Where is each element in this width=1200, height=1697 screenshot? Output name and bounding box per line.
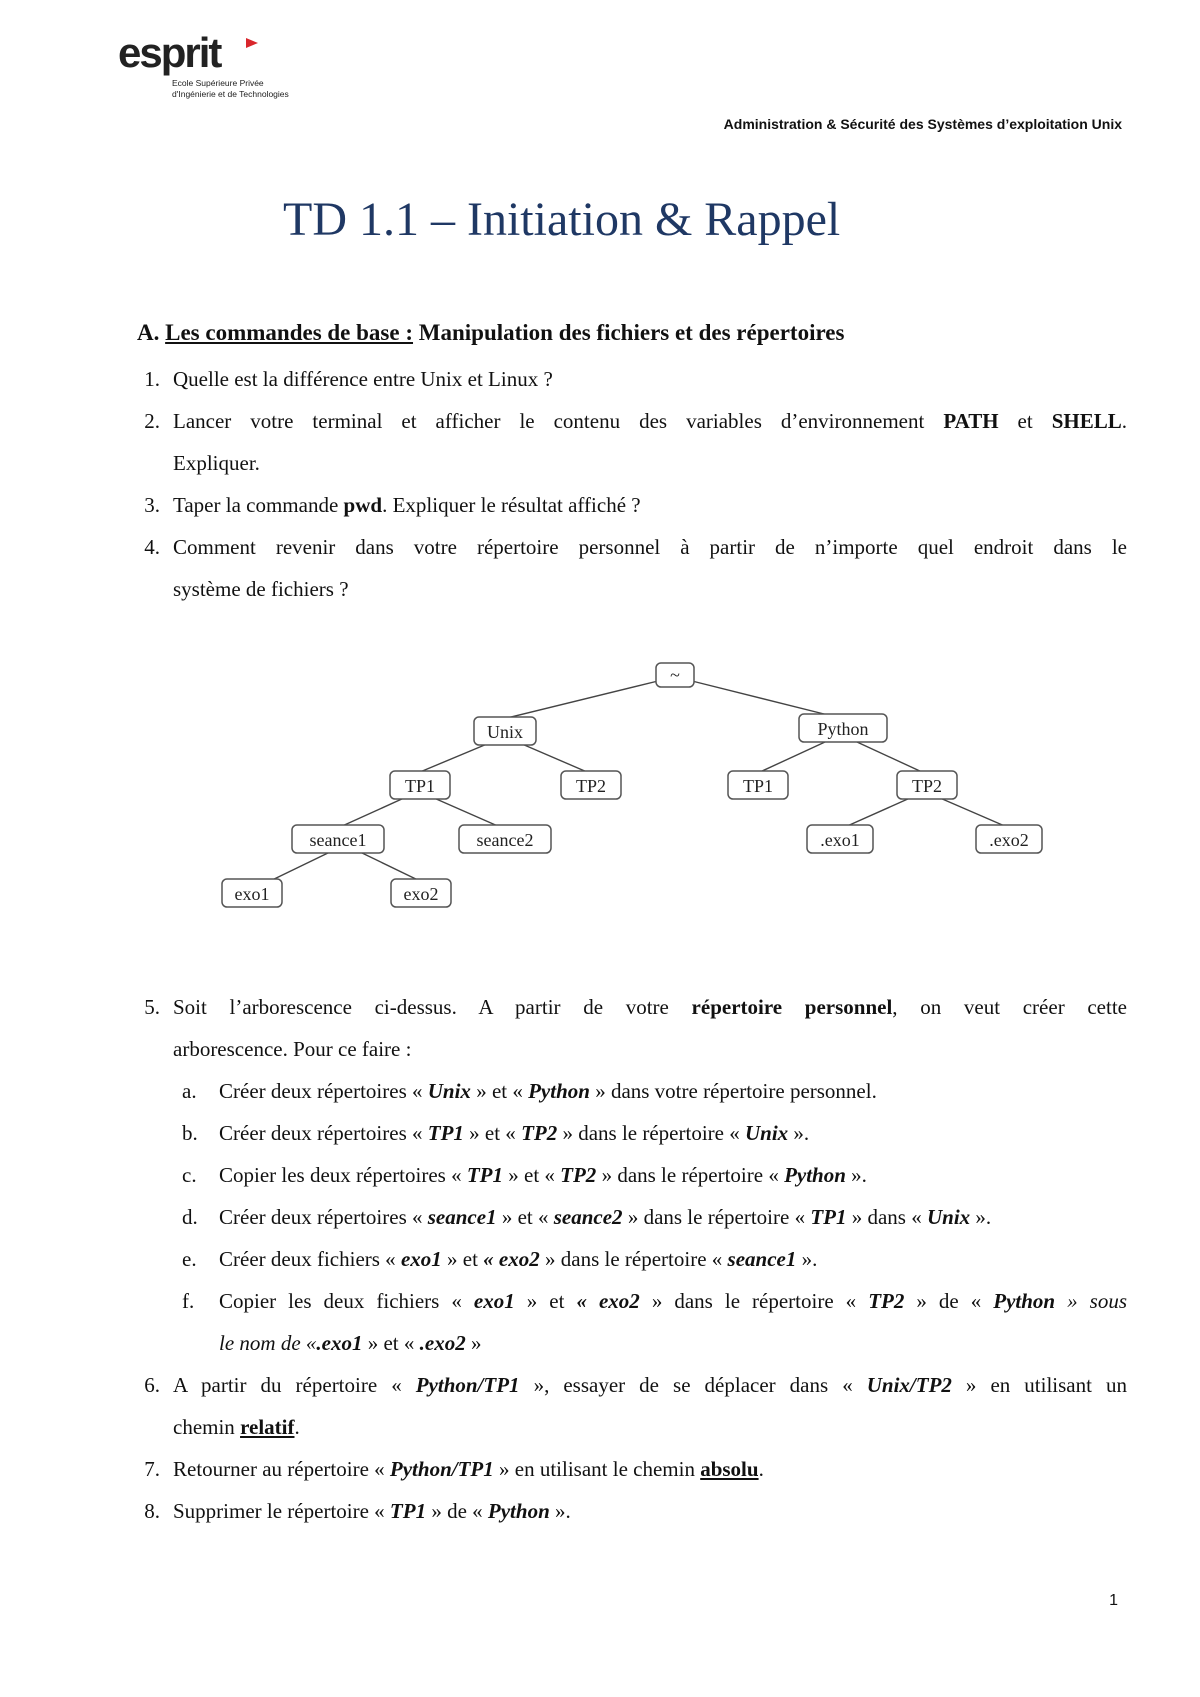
dir-name: Unix <box>427 1079 471 1103</box>
tree-node-root <box>656 663 694 687</box>
text-run: », essayer de se déplacer dans « <box>519 1373 867 1397</box>
dir-name: TP1 <box>810 1205 847 1229</box>
sub-letter: b. <box>182 1121 198 1145</box>
question-number: 6. <box>144 1373 160 1397</box>
edge-unix-tp2 <box>522 744 587 772</box>
node-label: TP1 <box>404 776 436 796</box>
tree-node-python-tp2 <box>897 771 957 799</box>
dir-name: TP1 <box>427 1121 464 1145</box>
path-name: Python/TP1 <box>389 1457 494 1481</box>
question-text-line2: arborescence. Pour ce faire : <box>173 1037 412 1061</box>
text-run: , on veut créer cette <box>892 995 1127 1019</box>
text-run: » sous <box>1055 1289 1127 1313</box>
section-heading-rest: Manipulation des fichiers et des répertoires <box>413 320 845 345</box>
text-run: » dans « <box>846 1205 927 1229</box>
node-label: Unix <box>487 722 523 742</box>
text-run: ». <box>788 1121 810 1145</box>
sub-text <box>219 1154 867 1196</box>
bold-term: répertoire personnel <box>691 995 893 1019</box>
text-run: ». <box>845 1163 867 1187</box>
edge-python-tp1 <box>760 742 825 772</box>
text-run: » dans le répertoire « <box>539 1247 728 1271</box>
question-number: 2. <box>144 409 160 433</box>
tree-node-unix-tp1 <box>390 771 450 799</box>
question-number: 8. <box>144 1499 160 1523</box>
edge-tp1-seance1 <box>340 798 404 827</box>
sub-text-line2 <box>219 1322 481 1364</box>
section-heading-underlined: Les commandes de base : <box>165 320 414 345</box>
keyword-relatif: relatif <box>240 1415 295 1439</box>
sub-text <box>219 1112 809 1154</box>
dir-name: Unix <box>926 1205 971 1229</box>
edge-tp2-hexo2 <box>940 798 1007 827</box>
dir-name: TP1 <box>466 1163 503 1187</box>
tree-node-exo1 <box>222 879 282 907</box>
file-name: .exo1 <box>316 1331 363 1355</box>
command-pwd: pwd <box>343 493 383 517</box>
text-run: » de « <box>426 1499 488 1523</box>
dir-name: Python <box>993 1289 1056 1313</box>
question-text-line2: Expliquer. <box>173 451 260 475</box>
env-var-shell: SHELL <box>1051 409 1122 433</box>
text-run: ». <box>549 1499 571 1523</box>
edge-root-unix <box>507 681 658 718</box>
edge-tp2-hexo1 <box>845 798 910 827</box>
sub-letter: e. <box>182 1247 197 1271</box>
edge-unix-tp1 <box>420 744 487 772</box>
text-run: Copier les deux répertoires « <box>219 1163 467 1187</box>
file-name: « exo2 <box>483 1247 540 1271</box>
text-run: » et <box>514 1289 577 1313</box>
sub-letter: a. <box>182 1079 197 1103</box>
text-run: » et <box>441 1247 484 1271</box>
text-run: » et « <box>463 1121 522 1145</box>
text-run: Créer deux fichiers « <box>219 1247 401 1271</box>
section-letter: A. <box>137 320 160 345</box>
path-name: Python/TP1 <box>415 1373 520 1397</box>
question-text-line2 <box>173 1406 300 1448</box>
text-run: » en utilisant un <box>951 1373 1127 1397</box>
file-name: exo1 <box>400 1247 442 1271</box>
node-label: .exo1 <box>820 830 860 850</box>
text-run: . <box>1121 409 1127 433</box>
question-6 <box>130 1364 1127 1448</box>
text-run: Taper la commande <box>173 493 344 517</box>
text-run: . Expliquer le résultat affiché ? <box>382 493 641 517</box>
text-run: Créer deux répertoires « <box>219 1121 428 1145</box>
node-label: exo1 <box>234 884 270 904</box>
question-text <box>173 1364 1127 1406</box>
dir-name: Unix <box>744 1121 789 1145</box>
question-text <box>173 1448 764 1490</box>
text-run: Soit l’arborescence ci-dessus. A partir de votre <box>173 995 692 1019</box>
text-run: Créer deux répertoires « <box>219 1205 428 1229</box>
file-name: « exo2 <box>576 1289 640 1313</box>
question-text <box>173 1490 571 1532</box>
tree-node-unix <box>474 717 536 745</box>
text-run: » dans votre répertoire personnel. <box>589 1079 877 1103</box>
tree-node-hidden-exo2 <box>976 825 1042 853</box>
text-run: » de « <box>904 1289 994 1313</box>
question-number: 3. <box>144 493 160 517</box>
node-label: Python <box>817 719 869 739</box>
node-label: ~ <box>670 665 680 685</box>
page-number: 1 <box>1109 1592 1118 1609</box>
text-run: » et « <box>496 1205 554 1229</box>
node-label: TP1 <box>742 776 774 796</box>
keyword-absolu: absolu <box>700 1457 759 1481</box>
text-run: ». <box>796 1247 818 1271</box>
dir-name: seance2 <box>553 1205 623 1229</box>
dir-name: TP1 <box>389 1499 427 1523</box>
question-number: 1. <box>144 367 160 391</box>
text-run: Lancer votre terminal et afficher le contenu des variables d’environnement <box>173 409 944 433</box>
dir-name: Python <box>784 1163 846 1187</box>
subquestion-f <box>130 1280 1127 1364</box>
page-title: TD 1.1 – Initiation & Rappel <box>283 193 841 246</box>
sub-text <box>219 1196 991 1238</box>
logo-word: esprit <box>118 29 221 76</box>
tree-node-unix-tp2 <box>561 771 621 799</box>
sub-text <box>219 1280 1127 1322</box>
tree-node-python-tp1 <box>728 771 788 799</box>
tree-node-exo2 <box>391 879 451 907</box>
sub-text <box>219 1238 817 1280</box>
text-run: Copier les deux fichiers « <box>219 1289 474 1313</box>
question-text: Quelle est la différence entre Unix et Linux ? <box>173 367 553 391</box>
text-run: » et « <box>503 1163 561 1187</box>
question-number: 5. <box>144 995 160 1019</box>
text-run: Supprimer le répertoire « <box>173 1499 390 1523</box>
question-text: Comment revenir dans votre répertoire personnel à partir de n’importe quel endroit dans le <box>173 535 1127 559</box>
text-run: . <box>758 1457 764 1481</box>
node-label: TP2 <box>911 776 943 796</box>
text-run: » et « <box>470 1079 529 1103</box>
tree-node-python <box>799 714 887 742</box>
text-run: » et « <box>362 1331 420 1355</box>
text-run: et <box>998 409 1052 433</box>
edge-python-tp2 <box>857 742 922 772</box>
dir-name: seance1 <box>727 1247 797 1271</box>
text-run: A partir du répertoire « <box>173 1373 416 1397</box>
tree-node-hidden-exo1 <box>807 825 873 853</box>
dir-name: TP2 <box>868 1289 905 1313</box>
text-run: . <box>294 1415 300 1439</box>
text-run: le nom de « <box>219 1331 317 1355</box>
question-text <box>173 986 1127 1028</box>
node-label: exo2 <box>403 884 439 904</box>
node-label: seance2 <box>476 830 534 850</box>
text-run: » <box>465 1331 482 1355</box>
sub-letter: c. <box>182 1163 197 1187</box>
question-number: 4. <box>144 535 160 559</box>
file-name: .exo2 <box>419 1331 466 1355</box>
tree-node-seance2 <box>459 825 551 853</box>
question-number: 7. <box>144 1457 160 1481</box>
text-run: Retourner au répertoire « <box>173 1457 390 1481</box>
path-name: Unix/TP2 <box>866 1373 952 1397</box>
node-label: .exo2 <box>989 830 1029 850</box>
edge-seance1-exo1 <box>268 852 330 882</box>
edge-root-python <box>692 681 840 718</box>
file-name: exo1 <box>473 1289 515 1313</box>
course-header: Administration & Sécurité des Systèmes d’exploitation Unix <box>723 116 1122 132</box>
dir-name: TP2 <box>521 1121 558 1145</box>
env-var-path: PATH <box>943 409 999 433</box>
edge-tp1-seance2 <box>434 798 500 827</box>
text-run: Créer deux répertoires « <box>219 1079 428 1103</box>
text-run: » en utilisant le chemin <box>493 1457 701 1481</box>
text-run: » dans le répertoire « <box>639 1289 869 1313</box>
edge-seance1-exo2 <box>360 852 422 882</box>
sub-letter: f. <box>182 1289 195 1313</box>
dir-name: TP2 <box>560 1163 597 1187</box>
text-run: chemin <box>173 1415 241 1439</box>
text-run: » dans le répertoire « <box>557 1121 745 1145</box>
question-text-line2: système de fichiers ? <box>173 577 349 601</box>
sub-letter: d. <box>182 1205 198 1229</box>
node-label: TP2 <box>575 776 607 796</box>
logo-sub-line1: Ecole Supérieure Privée <box>172 78 264 88</box>
question-5 <box>130 986 1127 1070</box>
text-run: ». <box>970 1205 992 1229</box>
dir-name: Python <box>487 1499 550 1523</box>
logo-sub-line2: d'Ingénierie et de Technologies <box>172 89 289 99</box>
dir-name: Python <box>528 1079 590 1103</box>
tree-node-seance1 <box>292 825 384 853</box>
sub-text <box>219 1070 877 1112</box>
dir-name: seance1 <box>427 1205 497 1229</box>
node-label: seance1 <box>309 830 367 850</box>
text-run: » dans le répertoire « <box>622 1205 811 1229</box>
text-run: » dans le répertoire « <box>596 1163 785 1187</box>
